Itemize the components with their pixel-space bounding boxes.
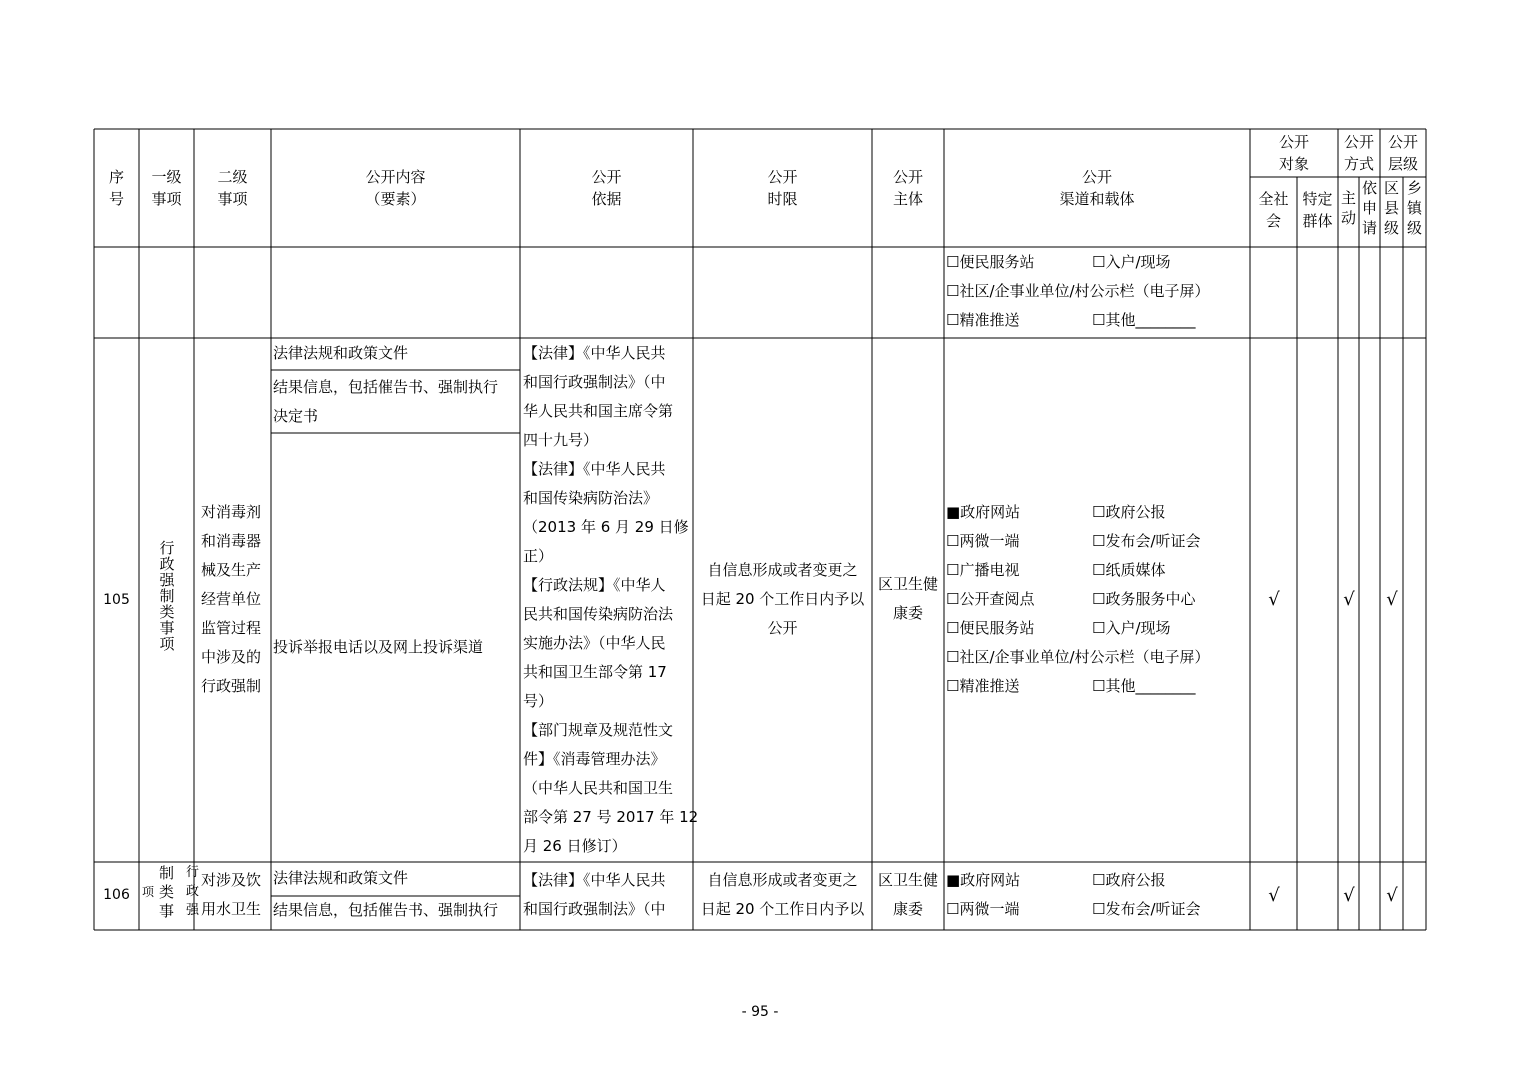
header-target-all xyxy=(1250,188,1297,232)
row105-level2-line: 对消毒剂 xyxy=(201,503,262,521)
row105-channel-option: ☐政务服务中心 xyxy=(1092,590,1196,608)
header-tier-county-line: 级 xyxy=(1383,219,1399,237)
row105-basis-line: （2013 年 6 月 29 日修 xyxy=(523,518,689,536)
row105-basis-line: 月 26 日修订） xyxy=(523,837,627,855)
header-content-line: 公开内容 xyxy=(365,168,426,186)
row105-channel-row xyxy=(946,585,1248,614)
row106-channel-option: ☐两微一端 xyxy=(946,900,1020,918)
header-subject-line: 公开 xyxy=(892,168,923,186)
row105-basis xyxy=(523,339,699,861)
header-timelimit xyxy=(693,166,872,210)
row105-content-line: 投诉举报电话以及网上投诉渠道 xyxy=(273,638,484,656)
row106-basis-line: 和国行政强制法》（中 xyxy=(523,900,666,918)
row105-level2-line: 中涉及的 xyxy=(201,648,262,666)
cont-channel-row xyxy=(946,248,1248,277)
header-mode-line: 公开 xyxy=(1343,133,1374,151)
row106-subject xyxy=(872,866,944,924)
row106-tier-county-check: √ xyxy=(1386,885,1398,906)
cont-channel-option: ☐入户/现场 xyxy=(1092,253,1171,271)
header-subject-line: 主体 xyxy=(892,190,923,208)
header-basis xyxy=(520,166,693,210)
header-level1-line: 一级 xyxy=(151,168,182,186)
header-channel-line: 渠道和载体 xyxy=(1059,190,1135,208)
row105-basis-line: 【行政法规】《中华人 xyxy=(523,576,666,594)
cont-channel-option: ☐其他________ xyxy=(1092,311,1196,329)
header-mode-active-line: 动 xyxy=(1340,209,1356,227)
row105-level2-line: 和消毒器 xyxy=(201,532,262,550)
row105-level2-line: 经营单位 xyxy=(201,590,262,608)
row106-subject-line: 区卫生健 xyxy=(877,871,938,889)
row105-subject-line: 康委 xyxy=(892,604,923,622)
header-target-line: 对象 xyxy=(1278,155,1309,173)
header-channel-line: 公开 xyxy=(1081,168,1112,186)
row105-basis-line: 民共和国传染病防治法 xyxy=(523,605,674,623)
row105-subject xyxy=(872,570,944,628)
header-basis-line: 依据 xyxy=(591,190,622,208)
row105-channel-option: ■政府网站 xyxy=(946,503,1021,521)
row106-timelimit-line: 日起 20 个工作日内予以 xyxy=(700,900,865,918)
row106-content-line: 结果信息，包括催告书、强制执行 xyxy=(273,901,499,919)
row105-channel-option: ☐入户/现场 xyxy=(1092,619,1171,637)
header-timelimit-line: 公开 xyxy=(767,168,798,186)
row105-level2 xyxy=(201,498,269,701)
row105-tier-county-check: √ xyxy=(1386,589,1398,610)
header-level1 xyxy=(139,166,194,210)
header-subject xyxy=(872,166,944,210)
header-target-group-line: 特定 xyxy=(1302,190,1333,208)
header-seq xyxy=(94,166,139,210)
header-tier-line: 层级 xyxy=(1387,155,1418,173)
row105-timelimit-line: 公开 xyxy=(767,619,798,637)
header-tier xyxy=(1380,131,1426,175)
row106-channel-row xyxy=(946,895,1248,924)
row106-basis xyxy=(523,866,693,929)
row105-channel-option: ☐两微一端 xyxy=(946,532,1020,550)
row105-channel-option: ☐广播电视 xyxy=(946,561,1020,579)
row105-content-1 xyxy=(273,339,519,368)
row105-basis-line: 四十九号） xyxy=(523,431,599,449)
header-level1-line: 事项 xyxy=(151,190,182,208)
row106-content-1 xyxy=(273,864,519,893)
header-tier-county-line: 县 xyxy=(1383,199,1399,217)
row106-channel-row xyxy=(946,866,1248,895)
row105-channel-option: ☐公开查阅点 xyxy=(946,590,1035,608)
page-number: - 95 - xyxy=(741,1004,779,1020)
row106-content-line: 法律法规和政策文件 xyxy=(273,869,409,887)
header-timelimit-line: 时限 xyxy=(767,190,798,208)
header-target-all-line: 全社 xyxy=(1258,190,1289,208)
header-tier-town-line: 镇 xyxy=(1406,199,1422,217)
header-content xyxy=(271,166,520,210)
row105-channel-row xyxy=(946,672,1248,701)
row105-basis-line: 件】《消毒管理办法》 xyxy=(523,750,666,768)
row105-channels xyxy=(946,498,1248,701)
row105-channel-row xyxy=(946,527,1248,556)
row106-target-all-check: √ xyxy=(1268,885,1280,906)
header-mode-apply-line: 申 xyxy=(1361,199,1377,217)
row105-channel-option: ☐其他________ xyxy=(1092,677,1196,695)
header-basis-line: 公开 xyxy=(591,168,622,186)
row105-level1: 行政强制类事项 xyxy=(159,539,175,653)
row105-channel-option: ☐便民服务站 xyxy=(946,619,1035,637)
header-tier-town-line: 乡 xyxy=(1406,179,1422,197)
row105-level2-line: 监管过程 xyxy=(201,619,262,637)
row105-channel-option: ☐纸质媒体 xyxy=(1092,561,1166,579)
row105-content-line: 决定书 xyxy=(273,407,319,425)
row106-level1-c: 事 xyxy=(159,902,175,920)
header-mode-apply xyxy=(1359,178,1380,238)
row106-timelimit xyxy=(693,866,872,929)
row105-content-line: 结果信息，包括催告书、强制执行 xyxy=(273,378,499,396)
row105-content-line: 法律法规和政策文件 xyxy=(273,344,409,362)
header-tier-county-line: 区 xyxy=(1383,179,1399,197)
header-target-all-line: 会 xyxy=(1265,212,1281,230)
cont-channel-option: ☐社区/企事业单位/村公示栏（电子屏） xyxy=(946,282,1210,300)
header-content-line: （要素） xyxy=(365,190,426,208)
row106-level1-a: 制 xyxy=(159,864,175,882)
header-tier-town-line: 级 xyxy=(1406,219,1422,237)
row106-level1-edge: 行 xyxy=(186,865,200,880)
header-mode-active xyxy=(1338,188,1359,228)
row106-channels xyxy=(946,866,1248,929)
header-level2-line: 二级 xyxy=(217,168,248,186)
row105-basis-line: 【法律】《中华人民共 xyxy=(523,460,666,478)
header-mode-apply-line: 请 xyxy=(1361,219,1377,237)
header-target-group-line: 群体 xyxy=(1302,212,1333,230)
row105-timelimit-line: 自信息形成或者变更之 xyxy=(707,561,858,579)
header-target-group xyxy=(1297,188,1338,232)
row106-level2-line: 对涉及饮 xyxy=(201,871,262,889)
header-target-line: 公开 xyxy=(1278,133,1309,151)
row106-level1-left: 项 xyxy=(142,885,155,899)
row105-timelimit xyxy=(693,556,872,643)
header-seq-line: 序 xyxy=(108,168,124,186)
row106-content-2 xyxy=(273,896,519,929)
row105-basis-line: 【法律】《中华人民共 xyxy=(523,344,666,362)
header-mode xyxy=(1338,131,1380,175)
row105-channel-row xyxy=(946,614,1248,643)
row105-basis-line: 正） xyxy=(523,547,554,565)
row105-content-3 xyxy=(273,633,519,662)
row105-basis-line: 部令第 27 号 2017 年 12 xyxy=(523,808,699,826)
cont-channels xyxy=(946,248,1248,335)
row106-basis-line: 【法律】《中华人民共 xyxy=(523,871,666,889)
header-level2 xyxy=(194,166,271,210)
row106-level2 xyxy=(201,866,269,929)
header-mode-active-line: 主 xyxy=(1340,189,1356,207)
row106-level1-edge2: 政 xyxy=(186,884,200,899)
row105-target-all-check: √ xyxy=(1268,589,1280,610)
row105-channel-option: ☐社区/企事业单位/村公示栏（电子屏） xyxy=(946,648,1210,666)
row105-channel-row xyxy=(946,498,1248,527)
row106-seq: 106 xyxy=(103,887,130,903)
row105-channel-option: ☐精准推送 xyxy=(946,677,1020,695)
row106-timelimit-line: 自信息形成或者变更之 xyxy=(707,871,858,889)
row105-channel-row xyxy=(946,556,1248,585)
cont-channel-row xyxy=(946,277,1248,306)
row106-level2-line: 用水卫生 xyxy=(201,900,262,918)
header-mode-line: 方式 xyxy=(1343,155,1374,173)
row106-channel-option: ■政府网站 xyxy=(946,871,1021,889)
row105-basis-line: 和国传染病防治法》 xyxy=(523,489,659,507)
header-target xyxy=(1250,131,1338,175)
header-tier-town xyxy=(1403,178,1426,238)
row105-basis-line: 共和国卫生部令第 17 xyxy=(523,663,667,681)
header-mode-apply-line: 依 xyxy=(1361,179,1377,197)
header-seq-line: 号 xyxy=(108,190,124,208)
row106-level1-b: 类 xyxy=(159,883,175,901)
row106-channel-option: ☐政府公报 xyxy=(1092,871,1166,889)
row105-basis-line: 华人民共和国主席令第 xyxy=(523,402,674,420)
row105-basis-line: 实施办法》（中华人民 xyxy=(523,634,666,652)
row105-timelimit-line: 日起 20 个工作日内予以 xyxy=(700,590,865,608)
header-tier-line: 公开 xyxy=(1387,133,1418,151)
row106-level1-edge3: 强 xyxy=(186,903,200,918)
row105-level2-line: 行政强制 xyxy=(201,677,262,695)
row105-level2-line: 械及生产 xyxy=(201,561,262,579)
header-channel xyxy=(944,166,1250,210)
cont-channel-row xyxy=(946,306,1248,335)
row106-mode-active-check: √ xyxy=(1343,885,1355,906)
row105-basis-line: （中华人民共和国卫生 xyxy=(523,779,674,797)
row105-basis-line: 号） xyxy=(523,692,554,710)
row105-basis-line: 【部门规章及规范性文 xyxy=(523,721,674,739)
row105-channel-option: ☐政府公报 xyxy=(1092,503,1166,521)
header-level2-line: 事项 xyxy=(217,190,248,208)
row105-seq: 105 xyxy=(103,592,130,608)
row105-content-2 xyxy=(273,373,519,431)
row105-channel-row xyxy=(946,643,1248,672)
row105-subject-line: 区卫生健 xyxy=(877,575,938,593)
row105-mode-active-check: √ xyxy=(1343,589,1355,610)
cont-channel-option: ☐精准推送 xyxy=(946,311,1020,329)
cont-channel-option: ☐便民服务站 xyxy=(946,253,1035,271)
row105-channel-option: ☐发布会/听证会 xyxy=(1092,532,1201,550)
row106-channel-option: ☐发布会/听证会 xyxy=(1092,900,1201,918)
header-tier-county xyxy=(1380,178,1403,238)
row106-subject-line: 康委 xyxy=(892,900,923,918)
row105-basis-line: 和国行政强制法》（中 xyxy=(523,373,666,391)
